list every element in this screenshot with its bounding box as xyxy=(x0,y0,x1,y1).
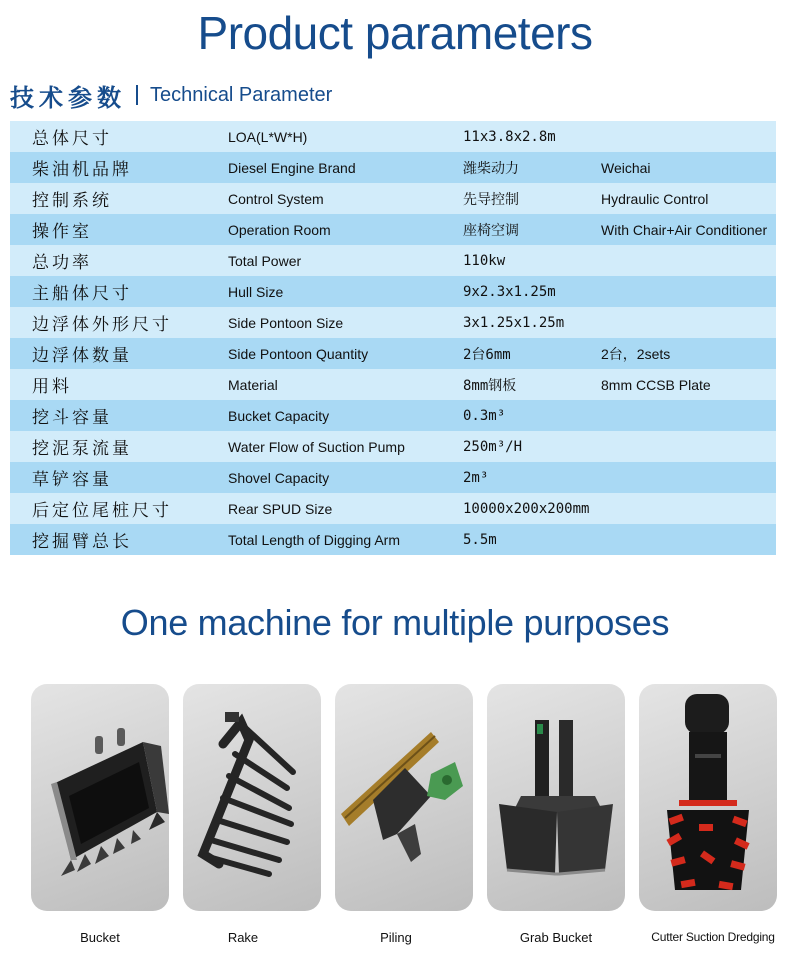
param-name-en: Side Pontoon Quantity xyxy=(228,345,369,362)
param-name-en: LOA(L*W*H) xyxy=(228,128,308,145)
section-title-cn: 技术参数 xyxy=(10,83,126,112)
param-name-en: Water Flow of Suction Pump xyxy=(228,438,405,455)
param-value: 11x3.8x2.8m xyxy=(463,128,556,145)
param-value: 先导控制 xyxy=(463,191,519,208)
table-row xyxy=(10,369,776,400)
param-name-cn: 边浮体外形尺寸 xyxy=(32,315,172,335)
piling-icon xyxy=(335,684,473,911)
param-name-en: Control System xyxy=(228,190,324,207)
table-row xyxy=(10,152,776,183)
param-value: 8mm钢板 xyxy=(463,377,517,394)
param-name-en: Side Pontoon Size xyxy=(228,314,344,331)
page-title: Product parameters xyxy=(197,7,593,59)
param-note: With Chair+Air Conditioner xyxy=(601,221,768,238)
param-name-cn: 主船体尺寸 xyxy=(32,284,132,304)
param-name-cn: 草铲容量 xyxy=(32,470,112,490)
rake-image xyxy=(183,684,321,911)
cutter-head-icon xyxy=(639,684,777,911)
param-name-cn: 挖斗容量 xyxy=(32,408,112,428)
param-name-en: Rear SPUD Size xyxy=(228,500,333,517)
section-header xyxy=(10,78,332,112)
bucket-image xyxy=(31,684,169,911)
param-name-en: Material xyxy=(228,376,278,393)
purposes-title: One machine for multiple purposes xyxy=(120,602,670,643)
table-row xyxy=(10,183,776,214)
param-value: 2m³ xyxy=(463,469,489,486)
table-row xyxy=(10,338,776,369)
param-name-cn: 操作室 xyxy=(32,222,92,242)
table-row xyxy=(10,462,776,493)
param-name-cn: 柴油机品牌 xyxy=(32,160,132,180)
param-name-en: Operation Room xyxy=(228,221,331,238)
param-name-cn: 挖泥泵流量 xyxy=(32,439,132,459)
param-value: 5.5m xyxy=(463,531,497,548)
table-row xyxy=(10,214,776,245)
tool-label-grab-bucket: Grab Bucket xyxy=(519,930,593,945)
param-name-en: Hull Size xyxy=(228,283,284,300)
bucket-icon xyxy=(31,684,169,911)
table-row xyxy=(10,307,776,338)
param-value: 10000x200x200mm xyxy=(463,500,590,517)
param-value: 2台6mm xyxy=(463,346,511,363)
param-value: 250m³/H xyxy=(463,438,523,455)
param-name-en: Diesel Engine Brand xyxy=(228,159,356,176)
table-row xyxy=(10,400,776,431)
grab-bucket-icon xyxy=(487,684,625,911)
rake-icon xyxy=(183,684,321,911)
param-name-cn: 用料 xyxy=(32,377,72,397)
table-row xyxy=(10,245,776,276)
tool-label-rake: Rake xyxy=(227,930,259,945)
tool-label-cutter: Cutter Suction Dredging xyxy=(651,930,775,944)
param-value: 0.3m³ xyxy=(463,407,506,424)
param-value: 3x1.25x1.25m xyxy=(463,314,565,331)
table-row xyxy=(10,493,776,524)
section-title-en: Technical Parameter xyxy=(150,83,333,106)
param-name-cn: 控制系统 xyxy=(32,191,112,211)
cutter-image xyxy=(639,684,777,911)
param-note: 8mm CCSB Plate xyxy=(601,376,711,393)
param-value: 座椅空调 xyxy=(463,222,519,239)
tool-label-piling: Piling xyxy=(380,930,412,945)
param-note: 2台，2sets xyxy=(601,345,671,362)
param-name-cn: 边浮体数量 xyxy=(32,346,132,366)
tool-label-bucket: Bucket xyxy=(80,930,120,945)
param-name-en: Total Power xyxy=(228,252,302,269)
param-value: 9x2.3x1.25m xyxy=(463,283,556,300)
param-note: Weichai xyxy=(601,159,651,176)
piling-image xyxy=(335,684,473,911)
table-row xyxy=(10,121,776,152)
param-value: 110kw xyxy=(463,252,506,269)
param-name-cn: 总体尺寸 xyxy=(32,129,112,149)
table-row xyxy=(10,524,776,555)
grab-bucket-image xyxy=(487,684,625,911)
divider xyxy=(136,85,138,105)
table-row xyxy=(10,276,776,307)
table-row xyxy=(10,431,776,462)
param-name-en: Shovel Capacity xyxy=(228,469,330,486)
param-note: Hydraulic Control xyxy=(601,190,709,207)
param-name-cn: 后定位尾桩尺寸 xyxy=(32,501,172,521)
param-name-cn: 挖掘臂总长 xyxy=(32,532,132,552)
parameter-table xyxy=(10,121,776,555)
param-name-en: Bucket Capacity xyxy=(228,407,330,424)
param-name-cn: 总功率 xyxy=(32,253,92,273)
param-name-en: Total Length of Digging Arm xyxy=(228,531,400,548)
param-value: 潍柴动力 xyxy=(463,160,519,177)
